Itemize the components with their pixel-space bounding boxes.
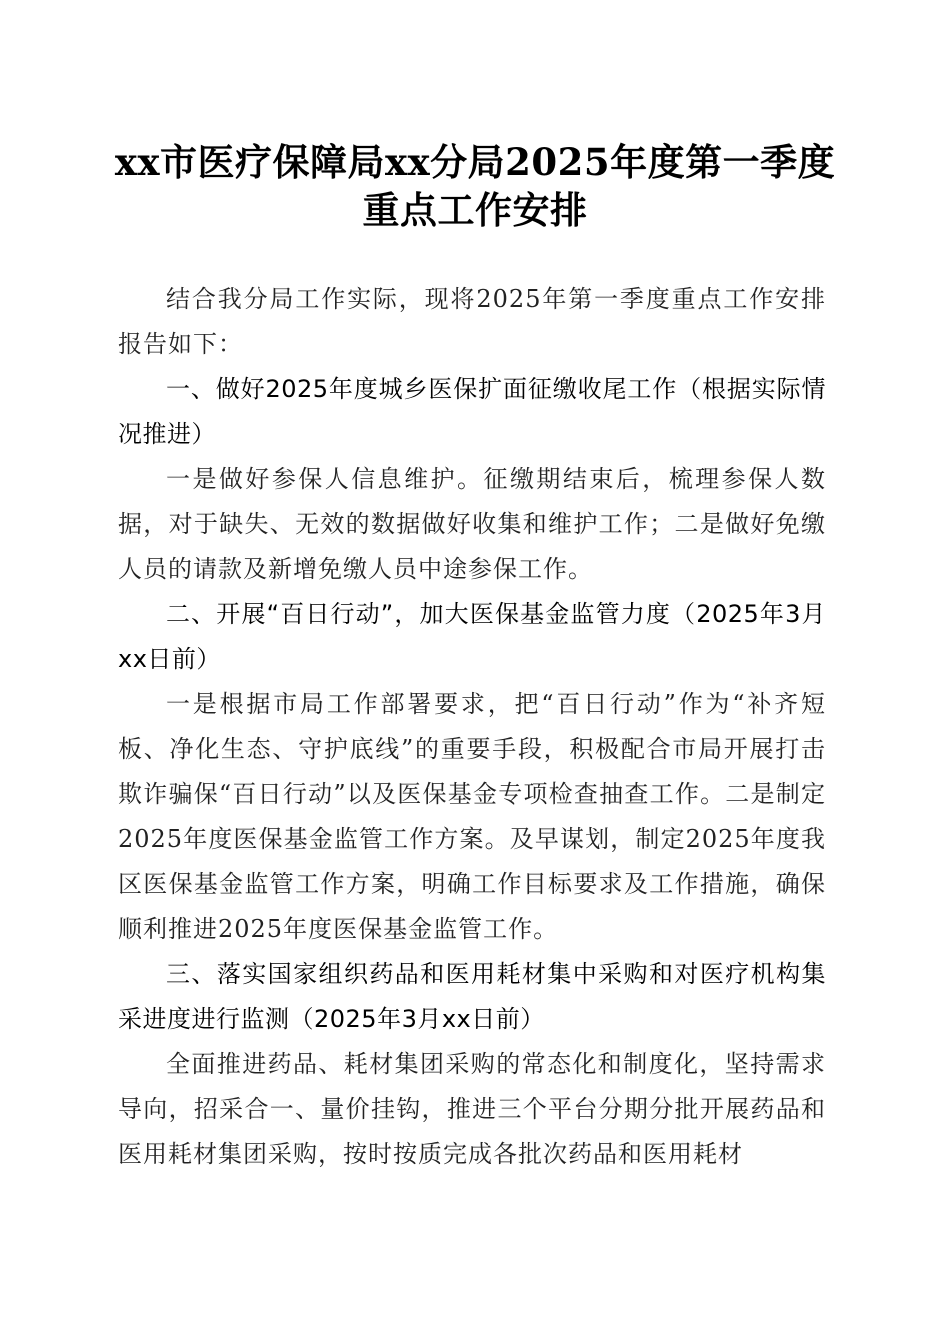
section-3-body: 全面推进药品、耗材集团采购的常态化和制度化，坚持需求导向，招采合一、量价挂钩，推进三个平台分期分批开展药品和医用耗材集团采购，按时按质完成各批次药品和医用耗材 xyxy=(118,1050,826,1168)
document-body xyxy=(118,277,826,1177)
section-2-body: 一是根据市局工作部署要求，把“百日行动”作为“补齐短板、净化生态、守护底线”的重要手段，积极配合市局开展打击欺诈骗保“百日行动”以及医保基金专项检查抽查工作。二是制定2025年度医保基金监管工作方案。及早谋划，制定2025年度我区医保基金监管工作方案，明确工作目标要求及工作措施，确保顺利推进2025年度医保基金监管工作。 xyxy=(118,690,826,943)
document-title: xx市医疗保障局xx分局2025年度第一季度重点工作安排 xyxy=(114,140,836,232)
section-1-heading: 一、做好2025年度城乡医保扩面征缴收尾工作（根据实际情况推进） xyxy=(118,375,826,448)
intro-paragraph: 结合我分局工作实际，现将2025年第一季度重点工作安排报告如下： xyxy=(118,285,826,358)
section-1-body: 一是做好参保人信息维护。征缴期结束后，梳理参保人数据，对于缺失、无效的数据做好收集和维护工作；二是做好免缴人员的请款及新增免缴人员中途参保工作。 xyxy=(118,465,826,583)
section-3-heading: 三、落实国家组织药品和医用耗材集中采购和对医疗机构集采进度进行监测（2025年3月xx日前） xyxy=(118,960,826,1033)
section-2-heading: 二、开展“百日行动”，加大医保基金监管力度（2025年3月xx日前） xyxy=(118,600,826,673)
